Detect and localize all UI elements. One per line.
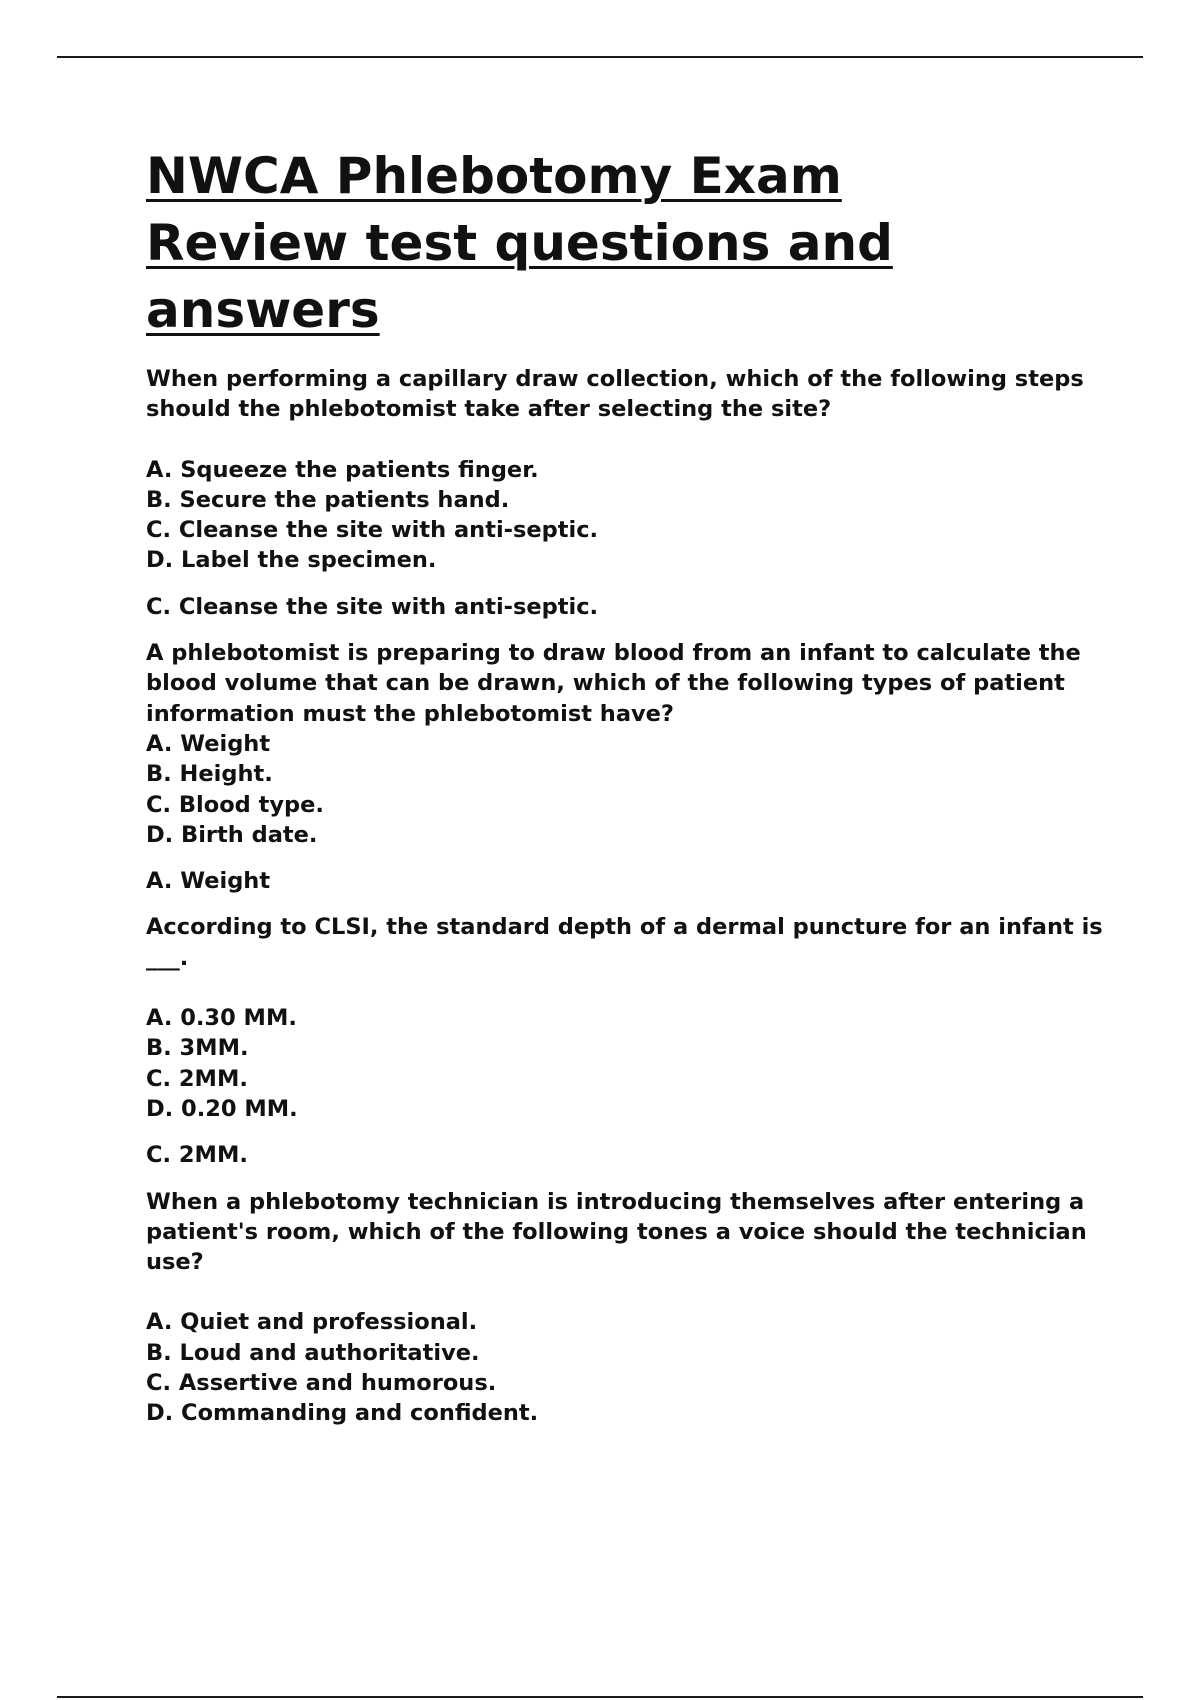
document-title: NWCA Phlebotomy Exam Review test questions and answers bbox=[146, 147, 893, 339]
question-block-2 bbox=[146, 638, 1106, 896]
option-a: A. Weight bbox=[146, 730, 271, 757]
document-body bbox=[146, 143, 1106, 1429]
option-list bbox=[146, 1003, 1106, 1124]
answer-text: C. Cleanse the site with anti-septic. bbox=[146, 593, 599, 620]
option-d: D. 0.20 MM. bbox=[146, 1095, 298, 1122]
question-block-4 bbox=[146, 1187, 1106, 1429]
option-a: A. Squeeze the patients finger. bbox=[146, 456, 539, 483]
option-c: C. 2MM. bbox=[146, 1065, 248, 1092]
option-b: B. Height. bbox=[146, 761, 273, 788]
option-list bbox=[146, 455, 1106, 576]
option-c: C. Cleanse the site with anti-septic. bbox=[146, 517, 599, 544]
option-a: A. Quiet and professional. bbox=[146, 1309, 478, 1336]
answer-text: A. Weight bbox=[146, 868, 271, 895]
top-rule bbox=[57, 56, 1143, 58]
question-block-3 bbox=[146, 912, 1106, 1170]
question-text: When a phlebotomy technician is introducing themselves after entering a patient's room, which of the following tones a voice should the technician use? bbox=[146, 1188, 1087, 1276]
option-b: B. Loud and authoritative. bbox=[146, 1339, 480, 1366]
option-d: D. Commanding and confident. bbox=[146, 1400, 539, 1427]
question-text: When performing a capillary draw collection, which of the following steps should the phlebotomist take after selecting the site? bbox=[146, 366, 1084, 423]
option-b: B. Secure the patients hand. bbox=[146, 486, 510, 513]
option-a: A. 0.30 MM. bbox=[146, 1005, 297, 1032]
option-list bbox=[146, 729, 1106, 850]
option-d: D. Label the specimen. bbox=[146, 547, 437, 574]
answer-text: C. 2MM. bbox=[146, 1142, 248, 1169]
option-b: B. 3MM. bbox=[146, 1035, 249, 1062]
option-c: C. Blood type. bbox=[146, 791, 324, 818]
question-text: A phlebotomist is preparing to draw blood from an infant to calculate the blood volume that can be drawn, which of the following types of patient information must the phlebotomist have? bbox=[146, 640, 1081, 727]
option-d: D. Birth date. bbox=[146, 821, 318, 848]
option-list bbox=[146, 1307, 1106, 1428]
option-c: C. Assertive and humorous. bbox=[146, 1370, 497, 1397]
bottom-rule bbox=[57, 1696, 1143, 1698]
question-text: According to CLSI, the standard depth of a dermal puncture for an infant is ___. bbox=[146, 914, 1103, 971]
question-block-1 bbox=[146, 364, 1106, 622]
